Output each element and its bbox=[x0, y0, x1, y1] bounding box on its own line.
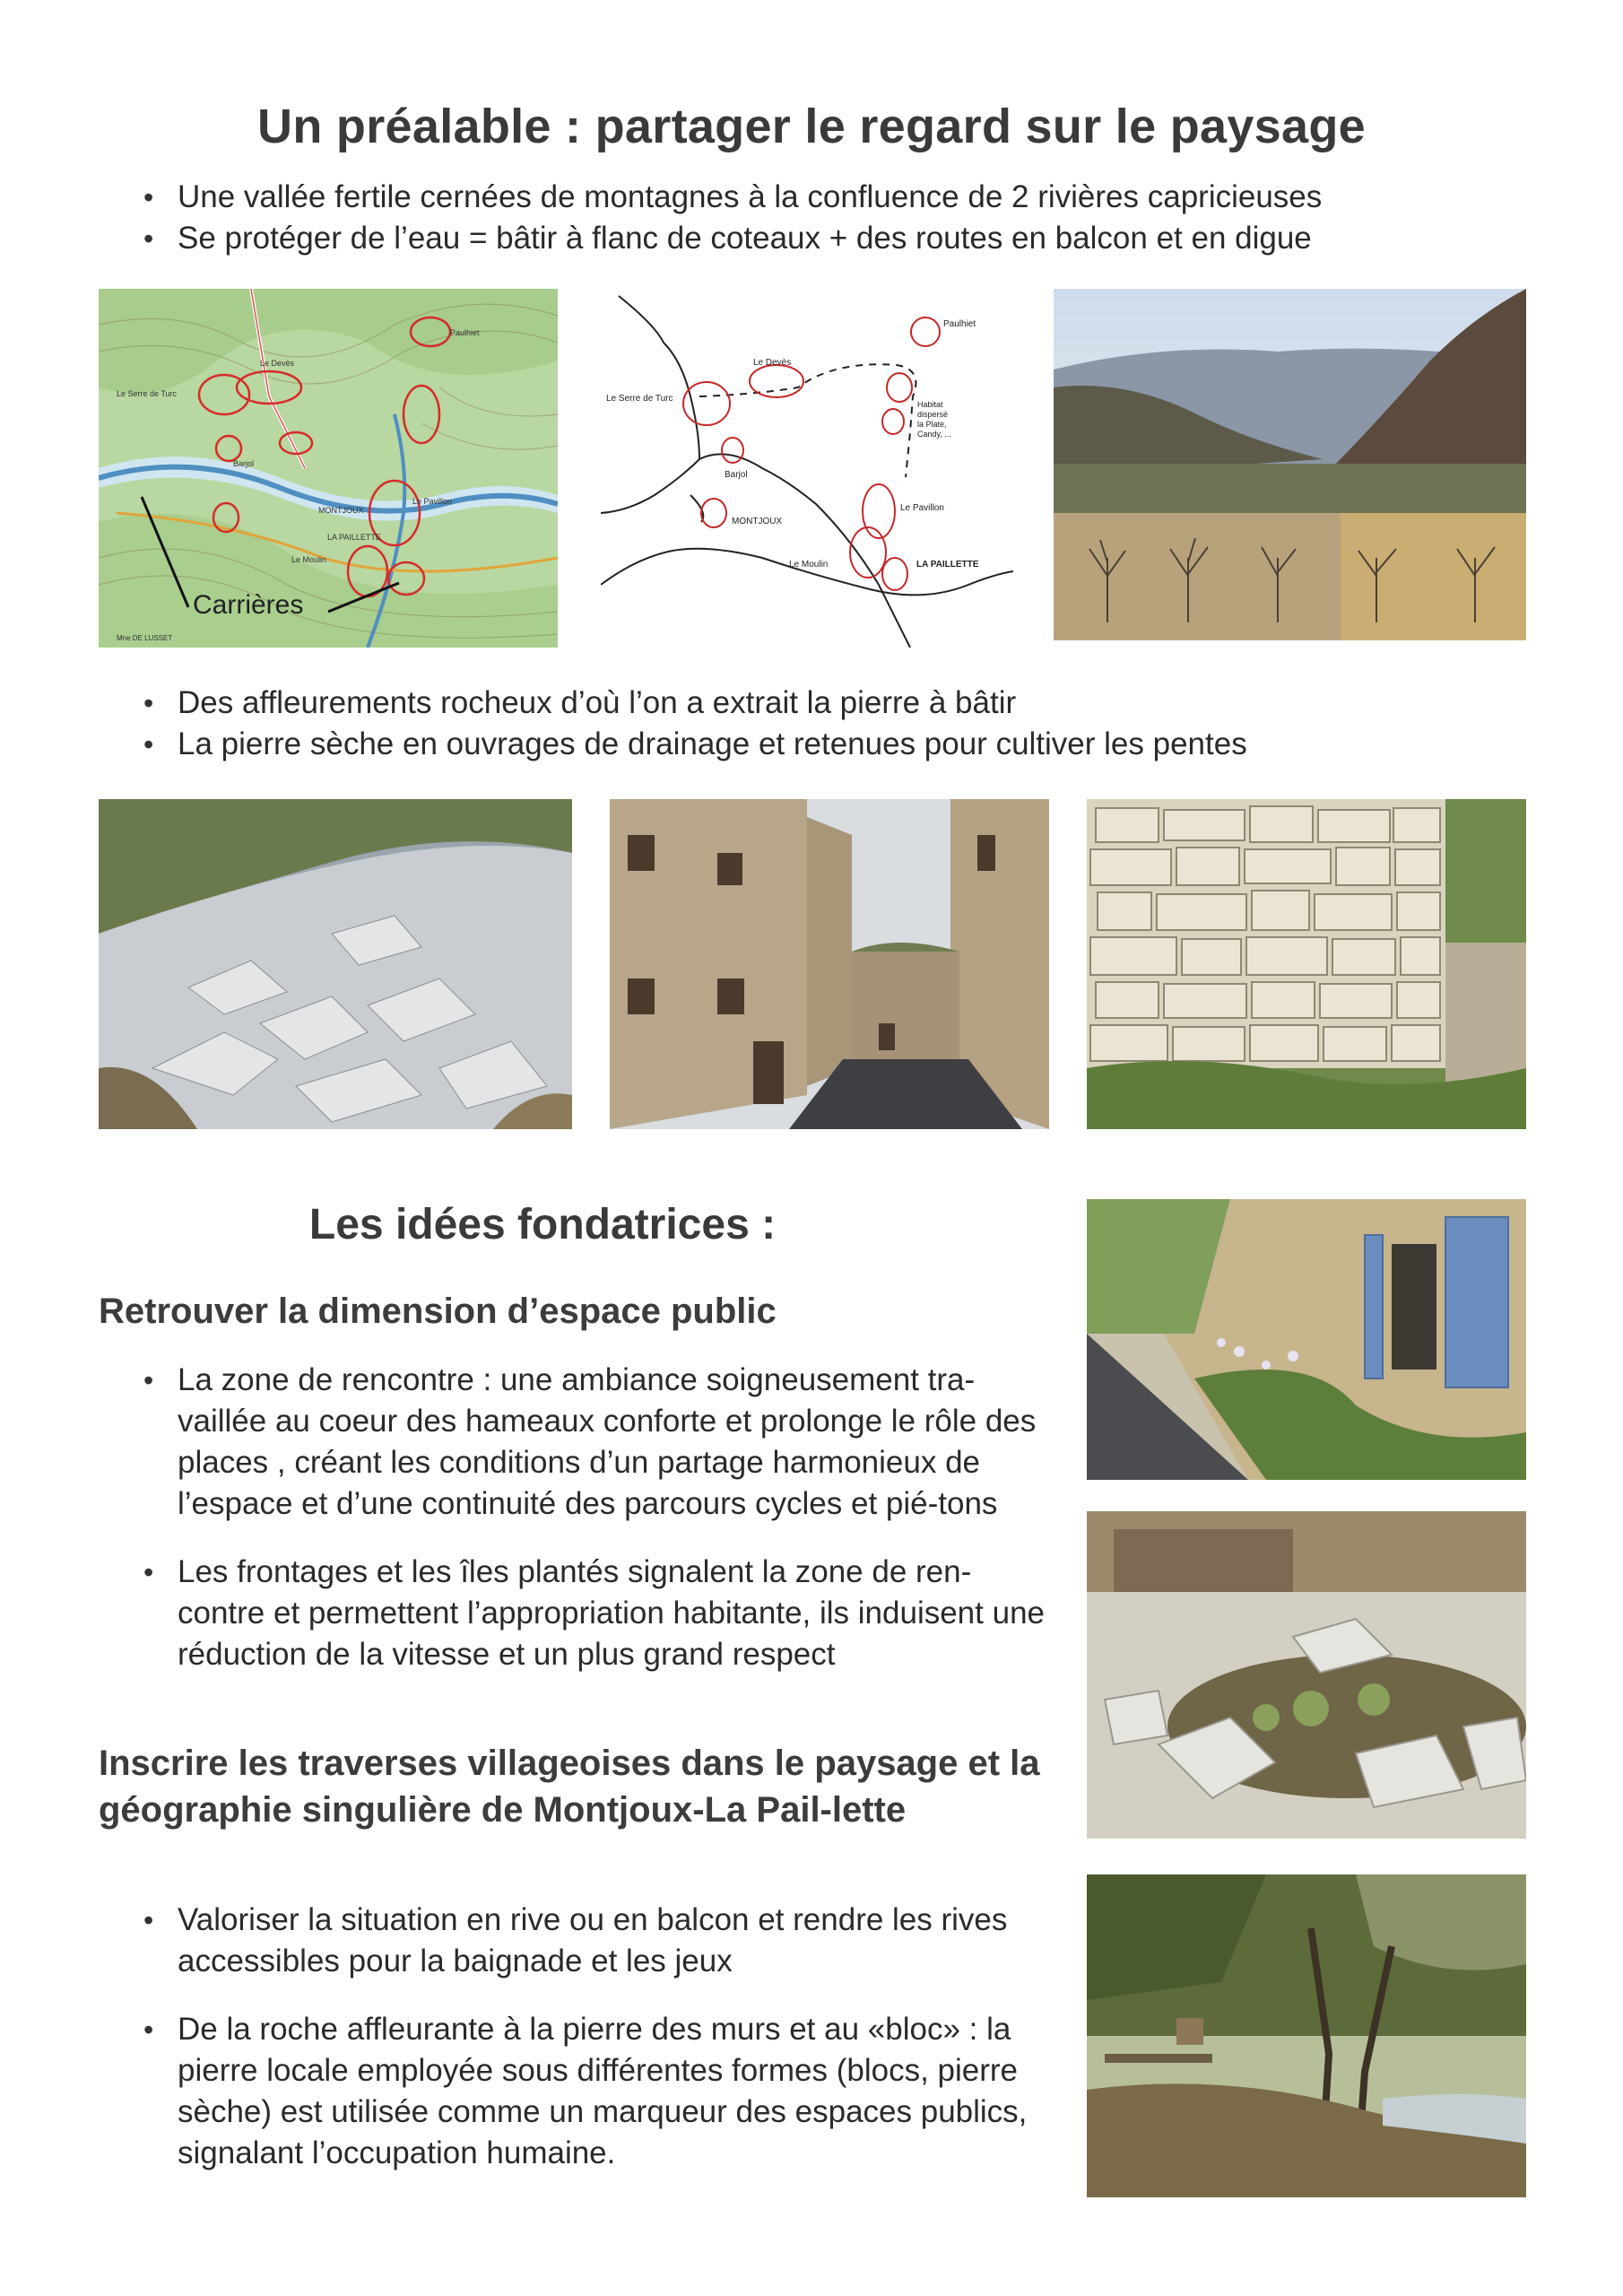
map-label: la Plate, bbox=[917, 420, 947, 429]
map-label: Le Devès bbox=[260, 359, 295, 368]
public-space-bullet-list bbox=[99, 1360, 1049, 1702]
map-label: Le Serre de Turc bbox=[117, 389, 178, 398]
subheading-public-space: Retrouver la dimension d’espace public bbox=[99, 1292, 777, 1331]
list-item: • De la roche affleurante à la pierre des murs et au «bloc» : la pierre locale employée sous différentes formes (blocs, pierre sèche) est utilisée comme un marqueur des espaces publics, signalant l’occupation humaine. bbox=[99, 2009, 1049, 2174]
list-item: • Se protéger de l’eau = bâtir à flanc de coteaux + des routes en balcon et en digue bbox=[99, 218, 1533, 259]
map-label: Candy, ... bbox=[917, 430, 951, 439]
dry-stone-wall-photo bbox=[1087, 799, 1526, 1129]
map-label: Mne DE LUSSET bbox=[117, 634, 173, 642]
planted-island-photo bbox=[1087, 1511, 1526, 1839]
map-label: Habitat bbox=[917, 400, 943, 409]
map-label: Barjol bbox=[725, 470, 748, 480]
map-label: MONTJOUX bbox=[732, 517, 783, 526]
map-label: Paulhiet bbox=[943, 319, 976, 329]
list-item: • La zone de rencontre : une ambiance soigneusement tra-vaillée au coeur des hameaux conforte et prolonge le rôle des places , créant les conditions d’un partage harmonieux de l’espace et d’une continuité des parcours cycles et pié-tons bbox=[99, 1360, 1049, 1525]
section-title: Les idées fondatrices : bbox=[308, 1201, 777, 1248]
map-label: Le Pavillon bbox=[900, 503, 944, 513]
intro-bullet-list bbox=[99, 177, 1533, 259]
list-item: • Les frontages et les îles plantés signalent la zone de ren-contre et permettent l’appropriation habitante, ils induisent une réduction de la vitesse et un plus grand respect bbox=[99, 1552, 1049, 1675]
valley-landscape-photo bbox=[1054, 289, 1526, 640]
list-item: • La pierre sèche en ouvrages de drainage et retenues pour cultiver les pentes bbox=[99, 724, 1533, 765]
map-label: MONTJOUX bbox=[318, 506, 364, 515]
map-label: Le Devès bbox=[753, 358, 792, 368]
topographic-map-image bbox=[99, 289, 558, 648]
street-frontage-photo bbox=[1087, 1199, 1526, 1480]
list-item: • Valoriser la situation en rive ou en balcon et rendre les rives accessibles pour la baignade et les jeux bbox=[99, 1900, 1049, 1982]
subheading-landscape: Inscrire les traverses villageoises dans le paysage et la géographie singulière de Montjoux-La Pail-lette bbox=[99, 1744, 1040, 1830]
map-label: dispersé bbox=[917, 410, 949, 419]
page-title: Un préalable : partager le regard sur le paysage bbox=[257, 100, 1366, 153]
village-street-photo bbox=[610, 799, 1049, 1129]
carrieres-label: Carrières bbox=[193, 590, 304, 620]
list-item: • Des affleurements rocheux d’où l’on a extrait la pierre à bâtir bbox=[99, 683, 1533, 724]
riverside-trees-photo bbox=[1087, 1874, 1526, 2197]
map-label: Paulhiet bbox=[450, 328, 480, 337]
map-label: LA PAILLETTE bbox=[916, 560, 979, 570]
rock-outcrop-photo bbox=[99, 799, 572, 1129]
stone-bullet-list bbox=[99, 683, 1533, 765]
map-label: Le Moulin bbox=[789, 560, 829, 570]
list-item: • Une vallée fertile cernées de montagnes à la confluence de 2 rivières capricieuses bbox=[99, 177, 1533, 218]
landscape-bullet-list bbox=[99, 1900, 1049, 2201]
map-label: LA PAILLETTE bbox=[327, 533, 381, 542]
sketch-map-diagram bbox=[601, 289, 1013, 648]
map-label: Le Pavillon bbox=[412, 497, 453, 506]
map-label: Le Moulin bbox=[291, 555, 327, 564]
map-label: Le Serre de Turc bbox=[606, 394, 673, 404]
map-label: Barjol bbox=[233, 459, 255, 468]
